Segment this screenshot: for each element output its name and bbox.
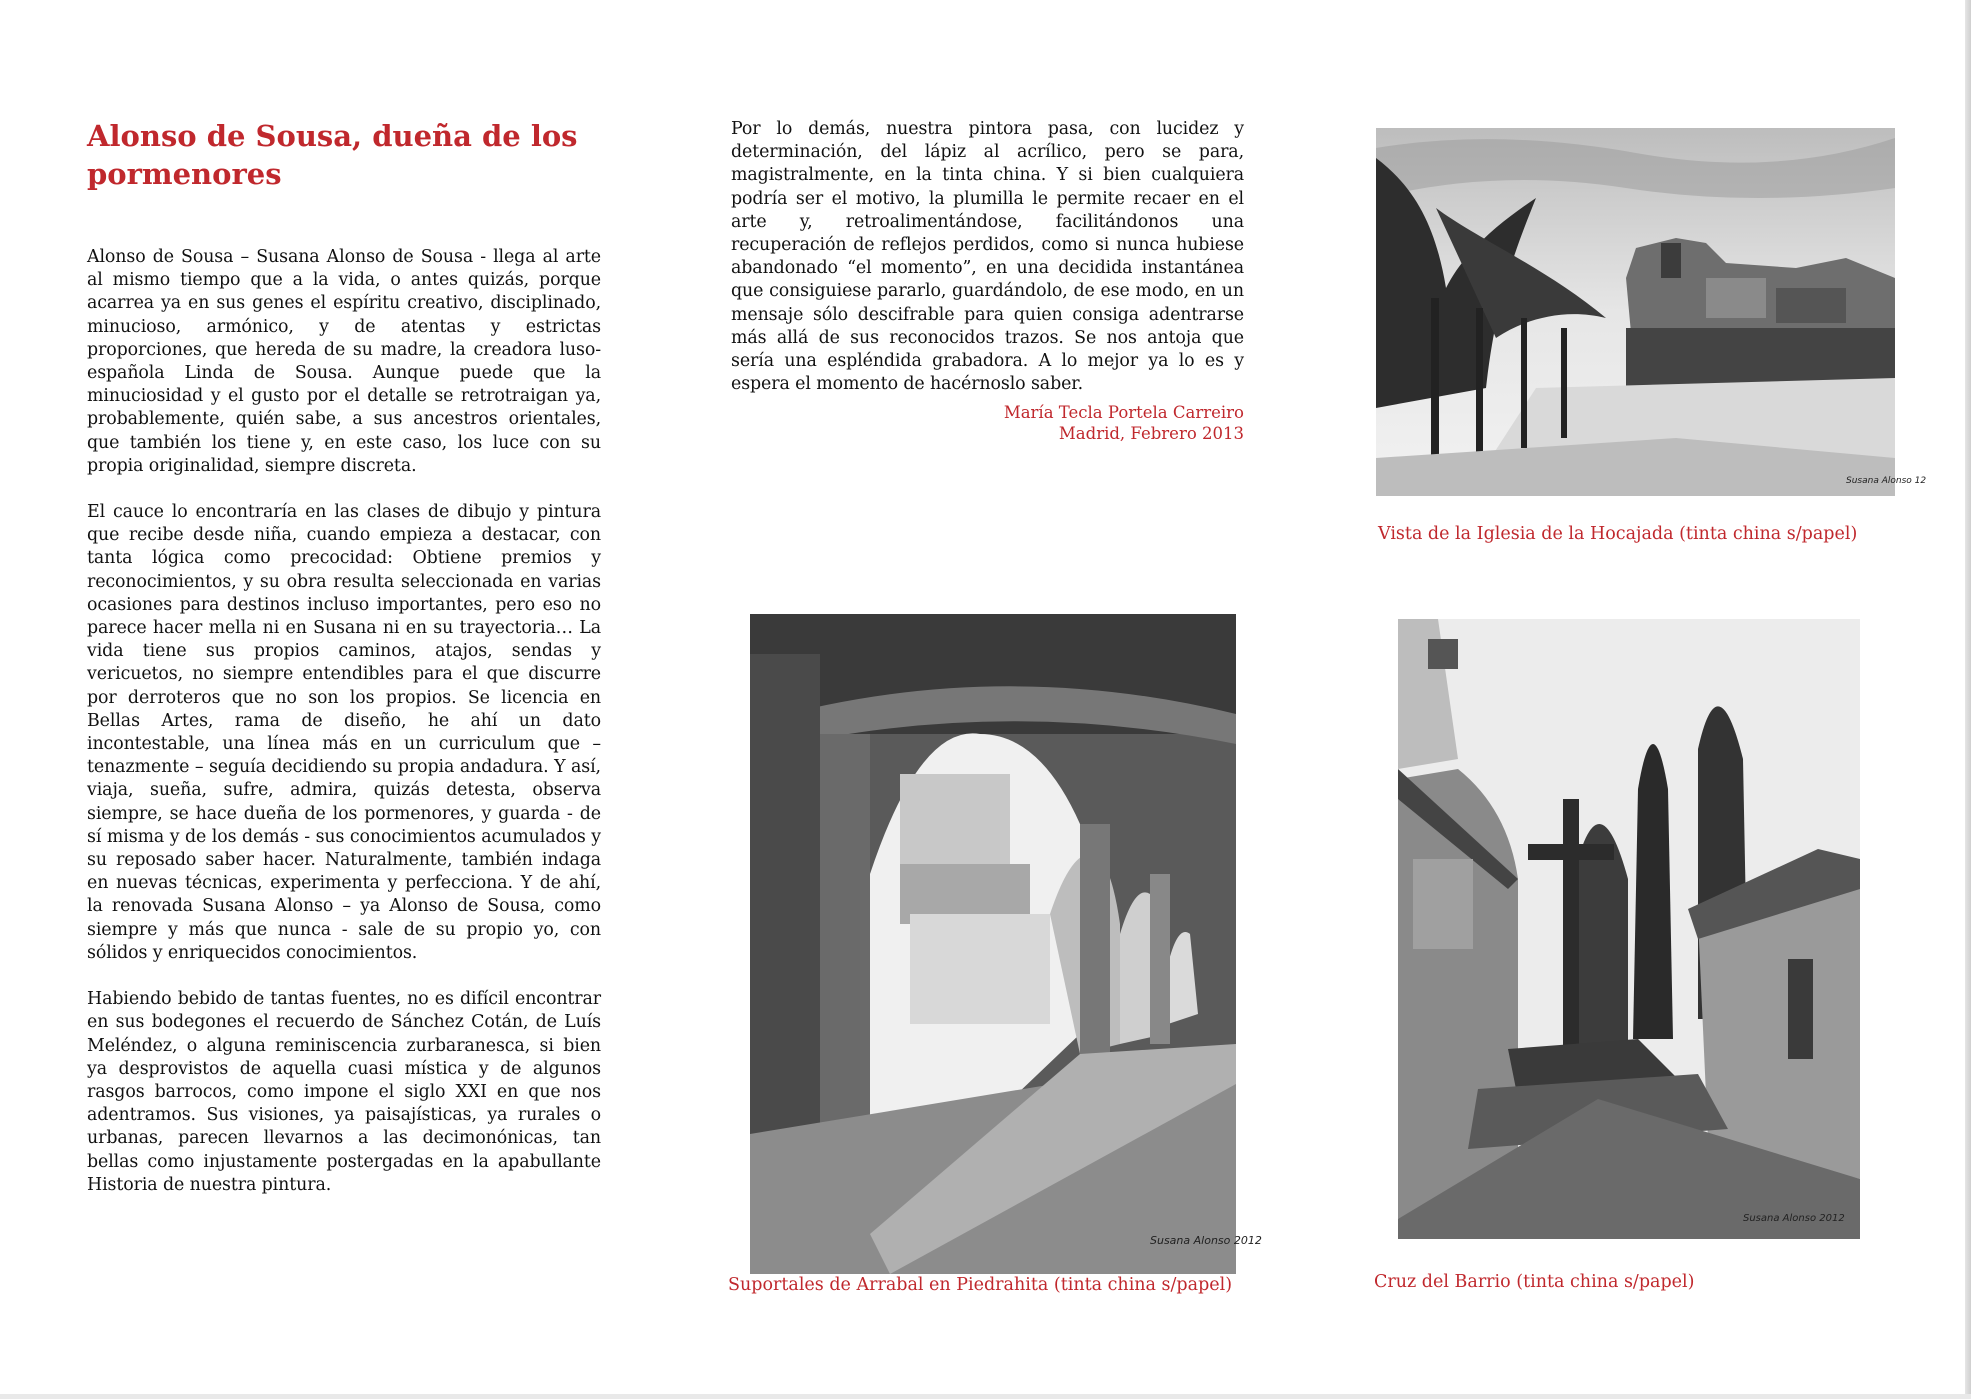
text-column-middle <box>731 118 1244 444</box>
paragraph: Alonso de Sousa – Susana Alonso de Sousa - llega al arte al mismo tiempo que a la vida, o antes quizás, porque acarrea ya en sus genes el espíritu creativo, disciplinado, minucioso, armónico, y de atentas y estrictas proporciones, que hereda de su madre, la creadora luso-española Linda de Sousa. Aunque puede que la minuciosidad y el gusto por el detalle se retrotraigan ya, probablemente, quién sabe, a sus ancestros orientales, que también los tiene y, en este caso, los luce con su propia originalidad, siempre discreta. <box>87 247 601 476</box>
author-name: María Tecla Portela Carreiro <box>1003 403 1244 423</box>
drawing-hocajada-image <box>1376 128 1927 496</box>
artist-signature: Susana Alonso 2012 <box>1743 1213 1845 1224</box>
page-bottom-edge <box>0 1394 1971 1399</box>
caption-portales: Suportales de Arrabal en Piedrahita (tinta china s/papel) <box>728 1275 1233 1295</box>
paragraph: Por lo demás, nuestra pintora pasa, con lucidez y determinación, del lápiz al acrílico, pero se para, magistralmente, en la tinta china. Y si bien cualquiera podría ser el motivo, la plumilla le permite recaer en el arte y, retroalimentándose, facilitándonos una recuperación de reflejos perdidos, como si nunca hubiese abandonado “el momento”, en una decidida instantánea que consiguiese pararlo, guardándolo, de ese modo, en un mensaje sólo descifrable para quien consiga adentrarse más allá de sus reconocidos trazos. Se nos antoja que sería una espléndida grabadora. A lo mejor ya lo es y espera el momento de hacérnoslo saber. <box>731 119 1244 395</box>
caption-cruz: Cruz del Barrio (tinta china s/papel) <box>1374 1272 1695 1292</box>
author-signature <box>731 402 1244 444</box>
artist-signature: Susana Alonso 12 <box>1846 476 1927 486</box>
page-edge <box>1965 0 1971 1399</box>
paragraph: Habiendo bebido de tantas fuentes, no es difícil encontrar en sus bodegones el recuerdo de Sánchez Cotán, de Luís Meléndez, o alguna reminiscencia zurbaranesca, si bien ya desprovistos de aquella cuasi mística y de algunos rasgos barrocos, como impone el siglo XXI en que nos adentramos. Sus visiones, ya paisajísticas, ya rurales o urbanas, parecen llevarnos a las decimonónicas, tan bellas como injustamente postergadas en la apabullante Historia de nuestra pintura. <box>87 989 601 1195</box>
caption-hocajada: Vista de la Iglesia de la Hocajada (tinta china s/papel) <box>1378 524 1858 544</box>
drawing-portales-image <box>750 614 1262 1274</box>
text-column-left <box>87 246 601 1220</box>
artist-signature: Susana Alonso 2012 <box>1150 1234 1262 1247</box>
paragraph: El cauce lo encontraría en las clases de dibujo y pintura que recibe desde niña, cuando empieza a destacar, con tanta lógica como precocidad: Obtiene premios y reconocimientos, y su obra resulta seleccionada en varias ocasiones para destinos incluso importantes, pero eso no parece hacer mella ni en Susana ni en su trayectoria… La vida tiene sus propios caminos, atajos, sendas y vericuetos, no siempre entendibles para el que discurre por derroteros que no son los propios. Se licencia en Bellas Artes, rama de diseño, he ahí un dato incontestable, una línea más en un curriculum que – tenazmente – seguía decidiendo su propia andadura. Y así, viaja, sueña, sufre, admira, quizás detesta, observa siempre, se hace dueña de los pormenores, y guarda - de sí misma y de los demás - sus conocimientos acumulados y su reposado saber hacer. Naturalmente, también indaga en nuevas técnicas, experimenta y perfecciona. Y de ahí, la renovada Susana Alonso – ya Alonso de Sousa, como siempre y más que nunca - sale de su propio yo, con sólidos y enriquecidos conocimientos. <box>87 502 601 963</box>
drawing-cruz-image <box>1398 619 1860 1239</box>
place-date: Madrid, Febrero 2013 <box>1058 424 1244 444</box>
article-title: Alonso de Sousa, dueña de los pormenores <box>87 119 578 191</box>
